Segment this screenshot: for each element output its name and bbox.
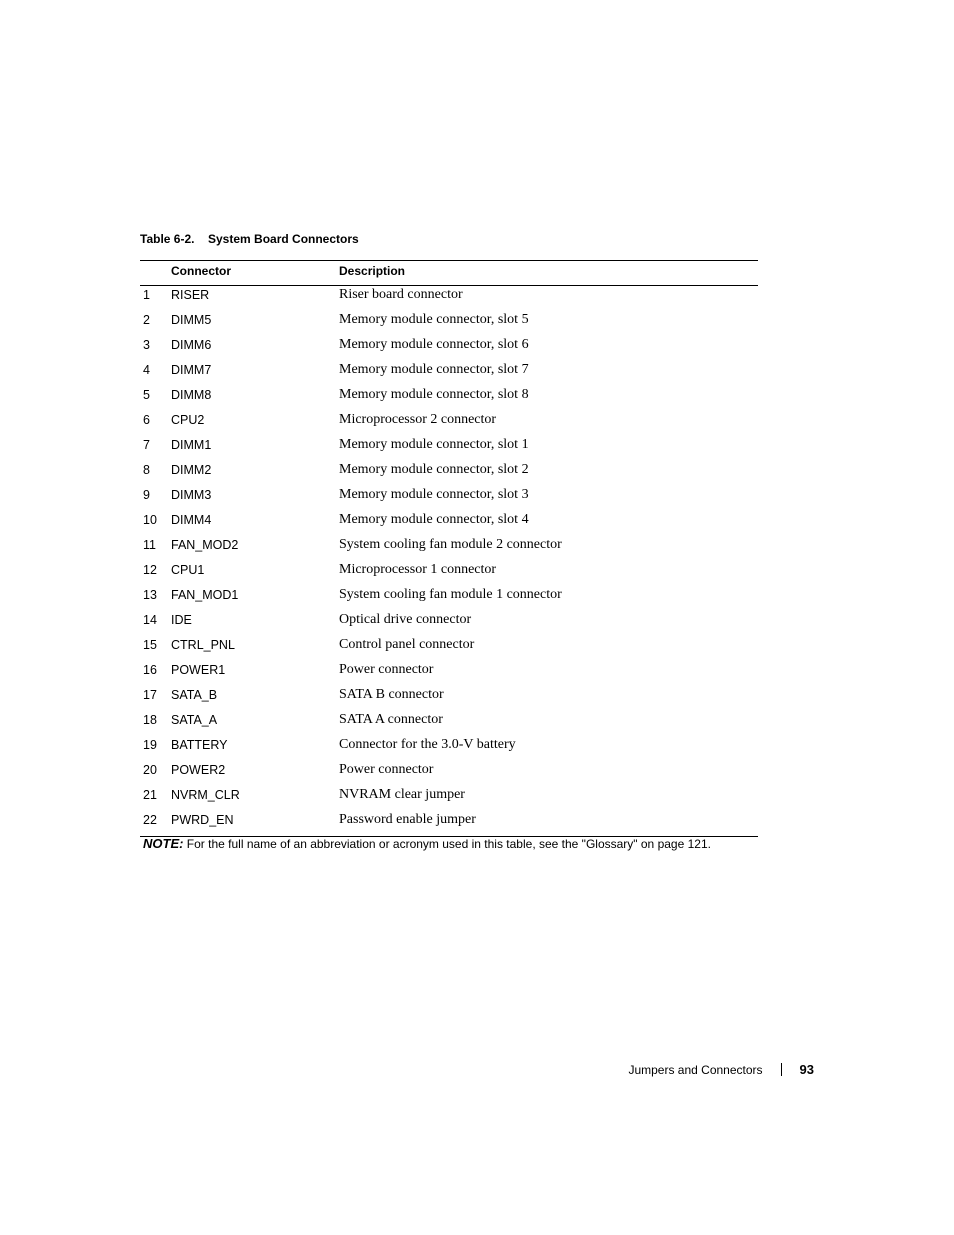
table-body: [140, 286, 758, 836]
connector-description: Microprocessor 1 connector: [339, 562, 497, 577]
page-footer: [628, 1062, 814, 1077]
connector-name: SATA_B: [171, 688, 218, 702]
footer-separator: [781, 1063, 782, 1076]
connector-description: Microprocessor 2 connector: [339, 412, 497, 427]
note-text: For the full name of an abbreviation or acronym used in this table, see the "Glossary" on page 121.: [186, 837, 711, 851]
connector-description: Power connector: [339, 762, 434, 777]
row-number: 22: [143, 813, 157, 827]
connector-name: IDE: [171, 613, 192, 627]
table-row: [140, 311, 758, 336]
table-header: [140, 261, 758, 285]
table-row: [140, 686, 758, 711]
header-connector: Connector: [171, 264, 231, 278]
table-row: [140, 386, 758, 411]
table-row: [140, 661, 758, 686]
connector-description: Memory module connector, slot 8: [339, 387, 529, 402]
row-number: 8: [143, 463, 150, 477]
table-caption: [140, 232, 359, 246]
connector-name: NVRM_CLR: [171, 788, 240, 802]
row-number: 21: [143, 788, 157, 802]
row-number: 13: [143, 588, 157, 602]
connector-name: DIMM6: [171, 338, 212, 352]
row-number: 14: [143, 613, 157, 627]
table-row: [140, 786, 758, 811]
row-number: 19: [143, 738, 157, 752]
connector-name: DIMM8: [171, 388, 212, 402]
connector-name: PWRD_EN: [171, 813, 234, 827]
row-number: 1: [143, 288, 150, 302]
connector-description: Connector for the 3.0-V battery: [339, 737, 516, 752]
connector-name: FAN_MOD2: [171, 538, 239, 552]
note-label: NOTE:: [143, 836, 184, 851]
connector-description: Power connector: [339, 662, 434, 677]
connector-name: DIMM7: [171, 363, 212, 377]
row-number: 5: [143, 388, 150, 402]
row-number: 4: [143, 363, 150, 377]
connector-name: CPU1: [171, 563, 205, 577]
table-row: [140, 711, 758, 736]
table-row: [140, 536, 758, 561]
connector-description: System cooling fan module 1 connector: [339, 587, 562, 602]
table-row: [140, 561, 758, 586]
table-row: [140, 336, 758, 361]
row-number: 12: [143, 563, 157, 577]
connector-name: DIMM3: [171, 488, 212, 502]
table-row: [140, 586, 758, 611]
table-row: [140, 461, 758, 486]
table-row: [140, 286, 758, 311]
table-row: [140, 811, 758, 836]
table-row: [140, 736, 758, 761]
connector-name: BATTERY: [171, 738, 228, 752]
row-number: 15: [143, 638, 157, 652]
row-number: 3: [143, 338, 150, 352]
row-number: 6: [143, 413, 150, 427]
connector-description: Control panel connector: [339, 637, 475, 652]
row-number: 11: [143, 538, 156, 552]
row-number: 2: [143, 313, 150, 327]
connector-name: DIMM2: [171, 463, 212, 477]
connector-name: DIMM4: [171, 513, 212, 527]
row-number: 20: [143, 763, 157, 777]
table-row: [140, 411, 758, 436]
connector-name: CTRL_PNL: [171, 638, 235, 652]
note: [143, 836, 711, 851]
table-row: [140, 361, 758, 386]
connector-description: Memory module connector, slot 3: [339, 487, 529, 502]
connectors-table: [140, 260, 758, 837]
connector-description: SATA A connector: [339, 712, 443, 727]
table-number: Table 6-2.: [140, 232, 195, 246]
connector-description: System cooling fan module 2 connector: [339, 537, 562, 552]
table-row: [140, 611, 758, 636]
connector-description: Riser board connector: [339, 287, 463, 302]
table-row: [140, 636, 758, 661]
connector-name: POWER1: [171, 663, 226, 677]
table-row: [140, 761, 758, 786]
row-number: 17: [143, 688, 157, 702]
connector-description: Memory module connector, slot 1: [339, 437, 529, 452]
row-number: 10: [143, 513, 157, 527]
table-row: [140, 436, 758, 461]
table-row: [140, 486, 758, 511]
page-number: 93: [799, 1062, 814, 1077]
connector-description: Memory module connector, slot 7: [339, 362, 529, 377]
connector-name: SATA_A: [171, 713, 218, 727]
connector-name: CPU2: [171, 413, 205, 427]
connector-name: RISER: [171, 288, 210, 302]
connector-description: Password enable jumper: [339, 812, 476, 827]
connector-description: Memory module connector, slot 4: [339, 512, 529, 527]
connector-description: Memory module connector, slot 5: [339, 312, 529, 327]
row-number: 18: [143, 713, 157, 727]
header-description: Description: [339, 264, 406, 278]
connector-description: Memory module connector, slot 6: [339, 337, 529, 352]
connector-name: FAN_MOD1: [171, 588, 239, 602]
footer-section-title: Jumpers and Connectors: [628, 1063, 763, 1077]
row-number: 7: [143, 438, 150, 452]
connector-description: Optical drive connector: [339, 612, 472, 627]
row-number: 9: [143, 488, 150, 502]
row-number: 16: [143, 663, 157, 677]
connector-name: DIMM1: [171, 438, 212, 452]
connector-description: SATA B connector: [339, 687, 444, 702]
connector-description: NVRAM clear jumper: [339, 787, 465, 802]
connector-name: POWER2: [171, 763, 226, 777]
table-title: System Board Connectors: [208, 232, 359, 246]
connector-description: Memory module connector, slot 2: [339, 462, 529, 477]
table-row: [140, 511, 758, 536]
connector-name: DIMM5: [171, 313, 212, 327]
